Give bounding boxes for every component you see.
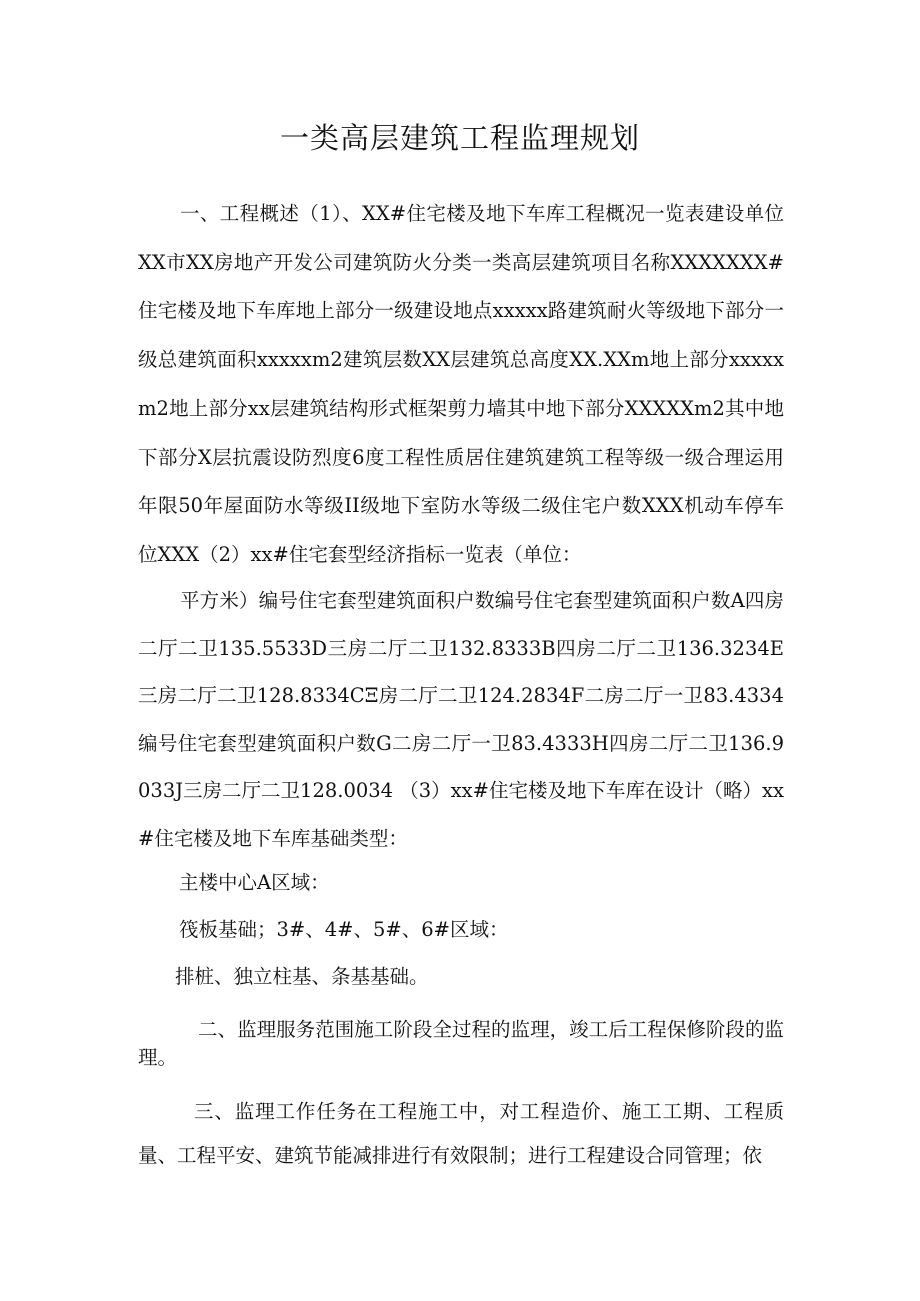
document-title: 一类高层建筑工程监理规划	[279, 121, 640, 155]
foundation-line-1: 主楼中心A区域：	[179, 871, 330, 894]
foundation-line-2: 筏板基础；3#、4#、5#、6#区域：	[179, 918, 509, 941]
foundation-line-3: 排桩、独立柱基、条基基础。	[175, 965, 429, 988]
section-3-paragraph: 三、监理工作任务在工程施工中，对工程造价、施工工期、工程质量、工程平安、建筑节能减排进行有效限制；进行工程建设合同管理；依	[138, 1100, 784, 1167]
section-1-paragraph-2: 平方米）编号住宅套型建筑面积户数编号住宅套型建筑面积户数A四房二厅二卫135.5533D三房二厅二卫132.8333B四房二厅二卫136.3234E三房二厅二卫128.8334CΞ房二厅二卫124.2834F二房二厅一卫83.4334编号住宅套型建筑面积户数G二房二厅一卫83.4333H四房二厅二卫136.9033J三房二厅二卫128.0034 （3）xx#住宅楼及地下车库在设计（略）xx#住宅楼及地下车库基础类型：	[138, 589, 785, 850]
section-1-paragraph-1: 一、工程概述（1）、XX#住宅楼及地下车库工程概况一览表建设单位XX市XX房地产开发公司建筑防火分类一类高层建筑项目名称XXXXXXX#住宅楼及地下车库地上部分一级建设地点xxxxx路建筑耐火等级地下部分一级总建筑面积xxxxxm2建筑层数XX层建筑总高度XX.XXm地上部分xxxxxm2地上部分xx层建筑结构形式框架剪力墙其中地下部分XXXXXm2其中地下部分X层抗震设防烈度6度工程性质居住建筑建筑工程等级一级合理运用年限50年屋面防水等级II级地下室防水等级二级住宅户数XXX机动车停车位XXX（2）xx#住宅套型经济指标一览表（单位：	[138, 202, 784, 566]
section-2-paragraph: 二、监理服务范围施工阶段全过程的监理，竣工后工程保修阶段的监理。	[138, 1018, 784, 1069]
